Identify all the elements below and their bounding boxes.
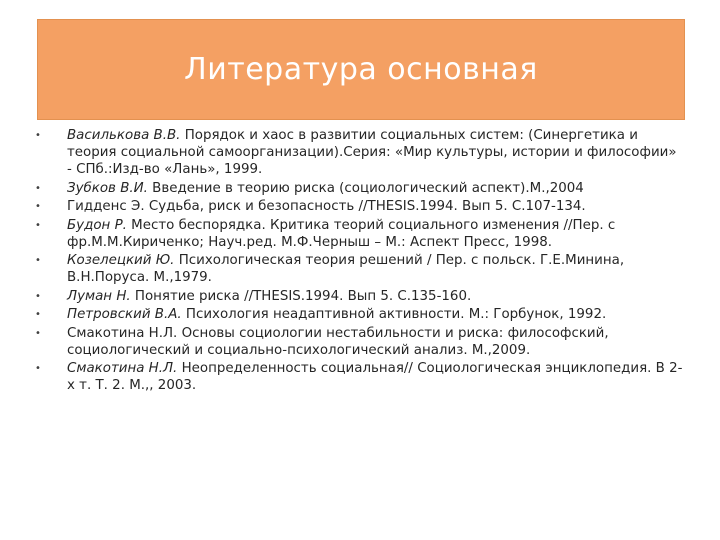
bullet-icon: •	[35, 255, 41, 267]
reference-author: Луман Н.	[67, 288, 131, 304]
bullet-icon: •	[35, 363, 41, 375]
reference-text: Психологическая теория решений / Пер. с польск. Г.Е.Минина, В.Н.Поруса. М.,1979.	[67, 253, 625, 286]
reference-text: Введение в теорию риска (социологический аспект).М.,2004	[147, 180, 584, 196]
reference-author: Петровский В.А.	[67, 307, 182, 323]
reference-text: Гидденс Э. Судьба, риск и безопасность //THESIS.1994. Вып 5. С.107-134.	[67, 199, 586, 215]
reference-text: Место беспорядка. Критика теорий социального изменения //Пер. с фр.М.М.Кириченко; Науч.ред. М.Ф.Черныш – М.: Аспект Пресс, 1998.	[67, 217, 616, 250]
reference-author: Смакотина Н.Л.	[67, 361, 178, 377]
reference-item	[34, 252, 684, 286]
reference-item	[34, 325, 684, 359]
bullet-icon: •	[35, 201, 41, 213]
slide-title: Литература основная	[184, 52, 538, 87]
bullet-icon: •	[35, 219, 41, 231]
reference-author: Василькова В.В.	[67, 128, 181, 143]
reference-text: Порядок и хаос в развитии социальных систем: (Синергетика и теория социальной самоорганизации).Серия: «Мир культуры, истории и философии» - СПб.:Изд-во «Лань», 1999.	[67, 128, 677, 178]
bullet-icon: •	[35, 290, 41, 302]
reference-author: Зубков В.И.	[67, 180, 148, 196]
reference-item	[34, 217, 684, 251]
title-banner	[37, 19, 685, 120]
reference-text: Понятие риска //THESIS.1994. Вып 5. С.135-160.	[130, 288, 472, 304]
bullet-icon: •	[35, 327, 41, 339]
reference-author: Козелецкий Ю.	[67, 253, 175, 269]
reference-text: Неопределенность социальная// Социологическая энциклопедия. В 2-х т. Т. 2. М.,, 2003.	[67, 361, 683, 394]
reference-item	[34, 306, 684, 323]
reference-list	[34, 127, 684, 396]
reference-item	[34, 127, 684, 179]
reference-text: Смакотина Н.Л. Основы социологии нестабильности и риска: философский, социологический и социально-психологический анализ. М.,2009.	[67, 325, 609, 358]
reference-item	[34, 198, 684, 215]
reference-text: Психология неадаптивной активности. М.: Горбунок, 1992.	[181, 307, 607, 323]
bullet-icon: •	[35, 309, 41, 321]
reference-item	[34, 360, 684, 394]
bullet-icon: •	[35, 182, 41, 194]
reference-author: Будон Р.	[67, 217, 127, 233]
bullet-icon: •	[35, 130, 41, 141]
reference-item	[34, 180, 684, 197]
reference-item	[34, 288, 684, 305]
